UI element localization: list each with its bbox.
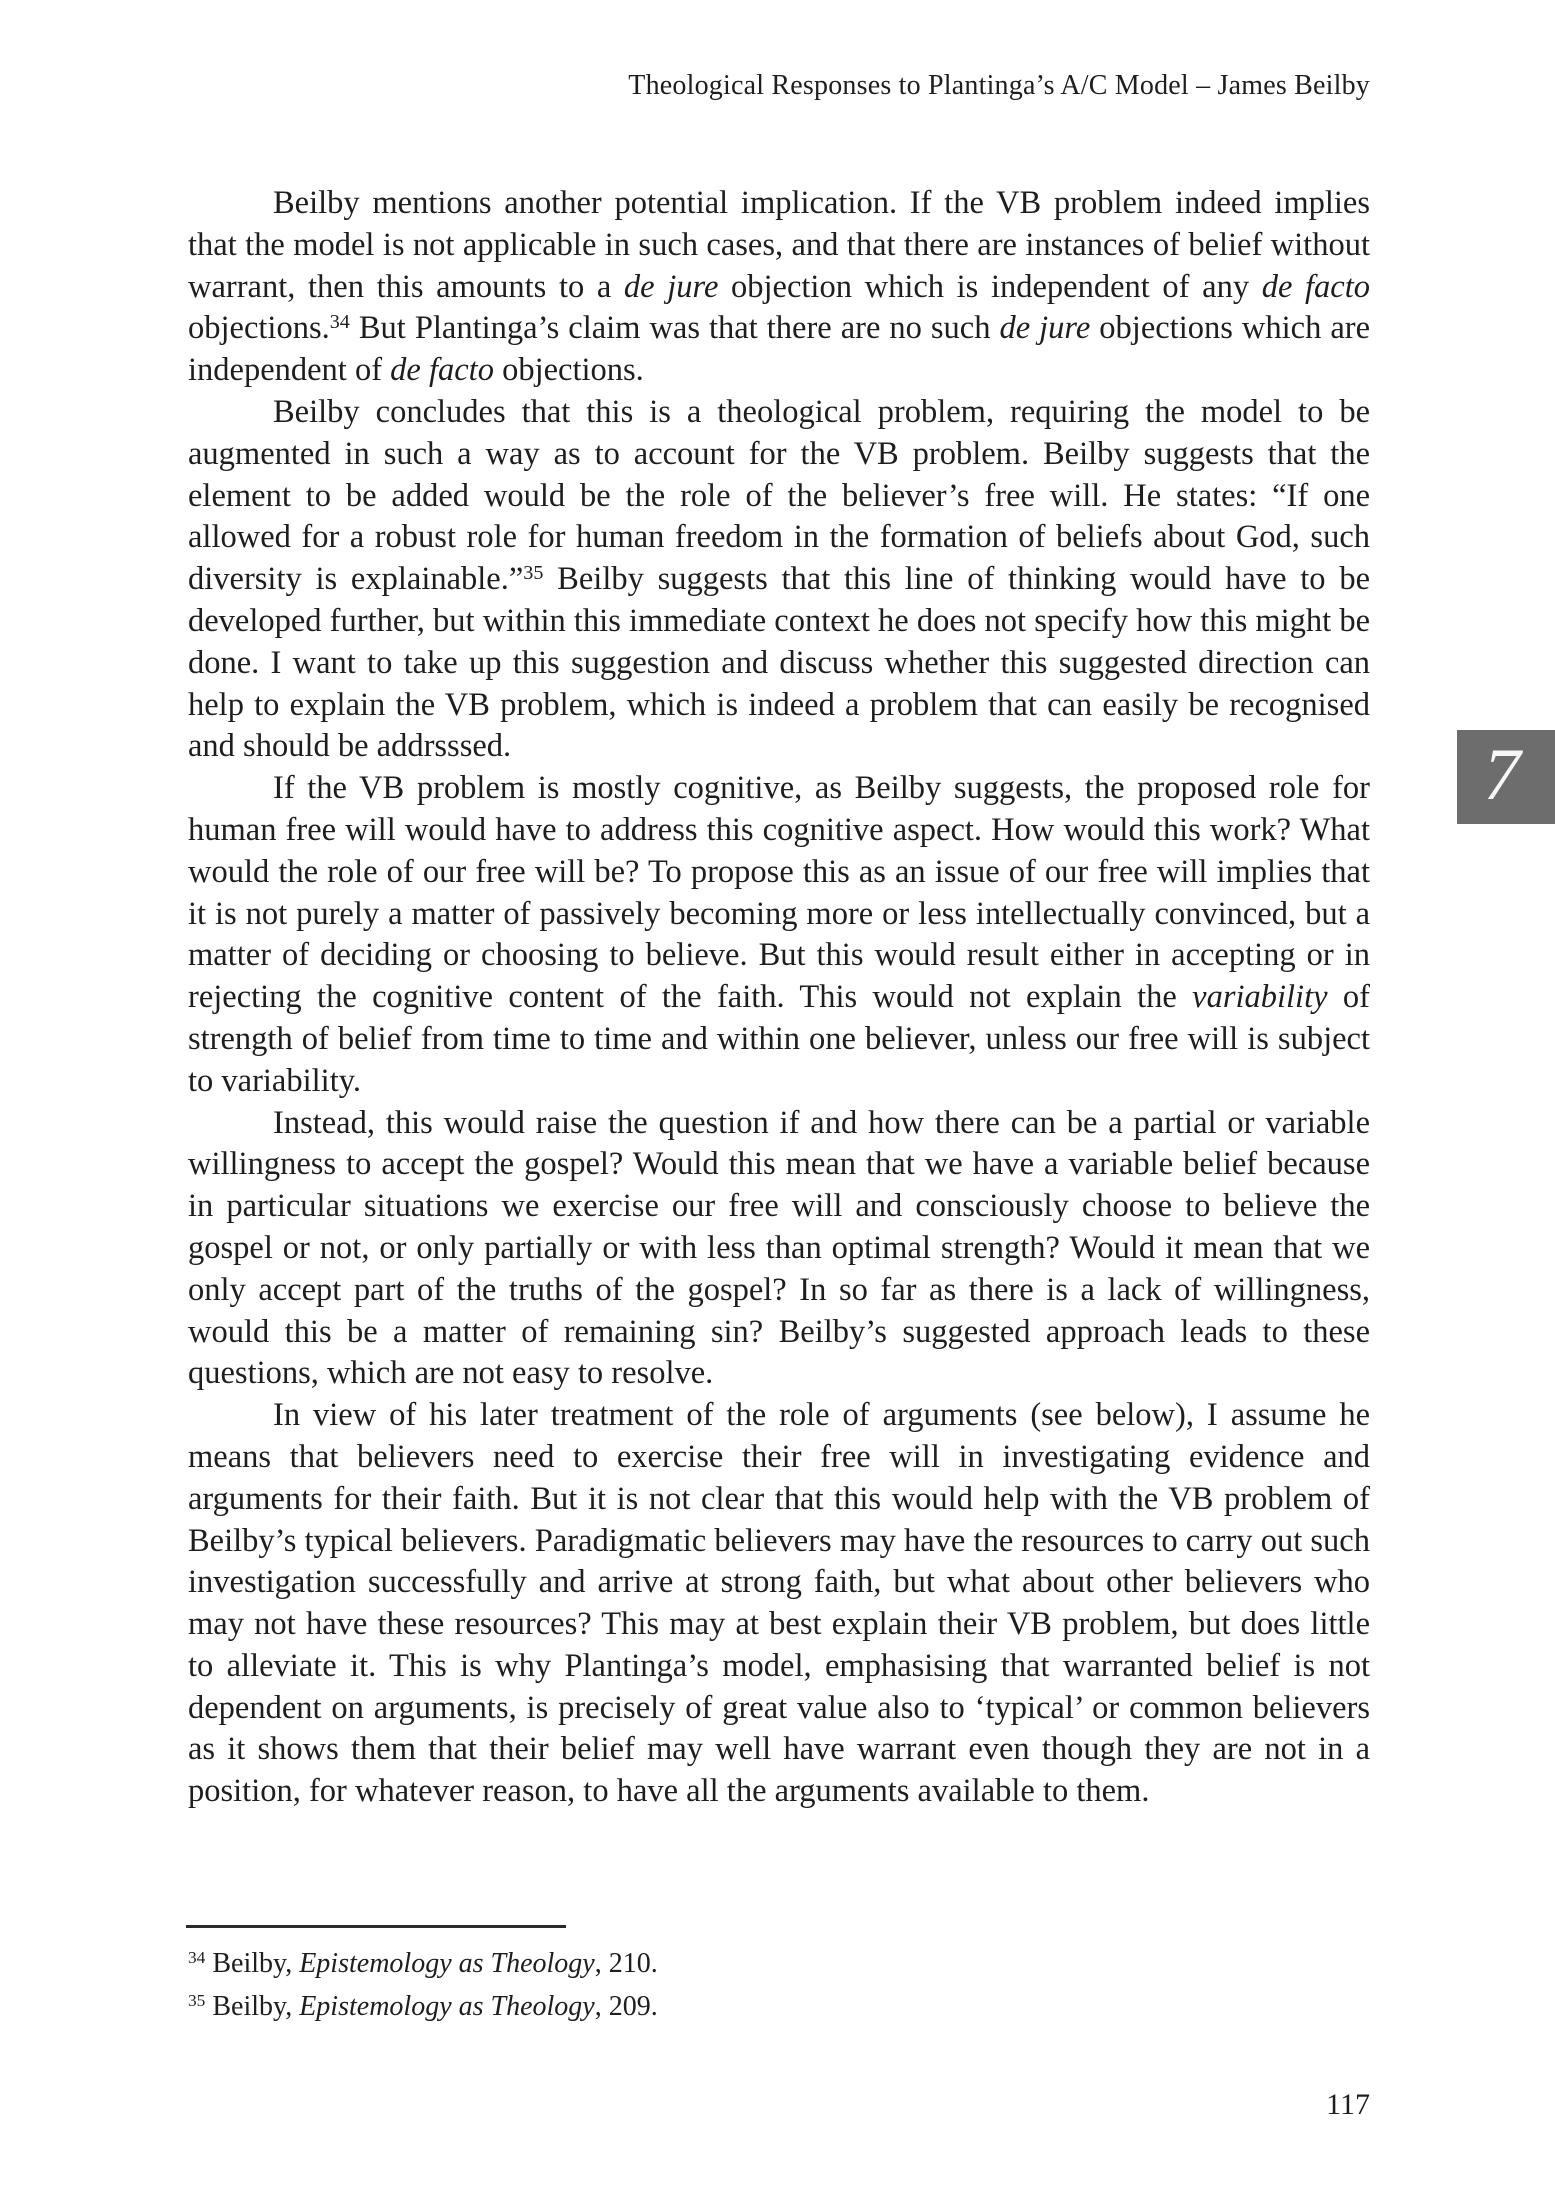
page-number: 117 <box>1326 2088 1370 2121</box>
running-header: Theological Responses to Plantinga’s A/C Model – James Beilby <box>628 70 1370 101</box>
footnote-35: $^{35}$ Beilby, Epistemology as Theology, 209. <box>188 1991 658 2022</box>
paragraph-4: Instead, this would raise the question if and how there can be a partial or variable willingness to accept the gospel? Would this mean that we have a variable belief because in particular situations we exercise our free will and consciously choose to believe the gospel or not, or only partially or with less than optimal strength? Would it mean that we only accept part of the truths of the gospel? In so far as there is a lack of willingness, would this be a matter of remaining sin? Beilby’s suggested approach leads to these questions, which are not easy to resolve. <box>188 1104 1370 1392</box>
chapter-number: 7 <box>1483 734 1521 816</box>
paragraph-1: Beilby mentions another potential implication. If the VB problem indeed implies that the model is not applicable in such cases, and that there are instances of belief without warrant, then this amounts to a de jure objection which is independent of any de facto objections.$^{34}$ But Plantinga’s claim was that there are no such de jure objections which are independent of de facto objections. <box>188 185 1370 389</box>
chapter-tab <box>1457 730 1555 824</box>
paragraph-3: If the VB problem is mostly cognitive, as Beilby suggests, the proposed role for human free will would have to address this cognitive aspect. How would this work? What would the role of our free will be? To propose this as an issue of our free will implies that it is not purely a matter of passively becoming more or less intellectually convinced, but a matter of deciding or choosing to believe. But this would result either in accepting or in rejecting the cognitive content of the faith. This would not explain the variability of strength of belief from time to time and within one believer, unless our free will is subject to variability. <box>188 770 1370 1099</box>
paragraph-5: In view of his later treatment of the role of arguments (see below), I assume he means that believers need to exercise their free will in investigating evidence and arguments for their faith. But it is not clear that this would help with the VB problem of Beilby’s typical believers. Paradigmatic believers may have the resources to carry out such investigation successfully and arrive at strong faith, but what about other believers who may not have these resources? This may at best explain their VB problem, but does little to alleviate it. This is why Plantinga’s model, emphasising that warranted belief is not dependent on arguments, is precisely of great value also to ‘typical’ or common believers as it shows them that their belief may well have warrant even though they are not in a position, for whatever reason, to have all the arguments available to them. <box>188 1397 1370 1810</box>
footnotes <box>188 1942 1370 2028</box>
footnote-separator <box>186 1925 566 1928</box>
body-text <box>188 183 1370 1813</box>
footnote-34: $^{34}$ Beilby, Epistemology as Theology, 210. <box>188 1948 658 1979</box>
paragraph-2: Beilby concludes that this is a theological problem, requiring the model to be augmented in such a way as to account for the VB problem. Beilby suggests that the element to be added would be the role of the believer’s free will. He states: “If one allowed for a robust role for human freedom in the formation of beliefs about God, such diversity is explainable.”$^{35}$ Beilby suggests that this line of thinking would have to be developed further, but within this immediate context he does not specify how this might be done. I want to take up this suggestion and discuss whether this suggested direction can help to explain the VB problem, which is indeed a problem that can easily be recognised and should be addrsssed. <box>188 393 1370 765</box>
